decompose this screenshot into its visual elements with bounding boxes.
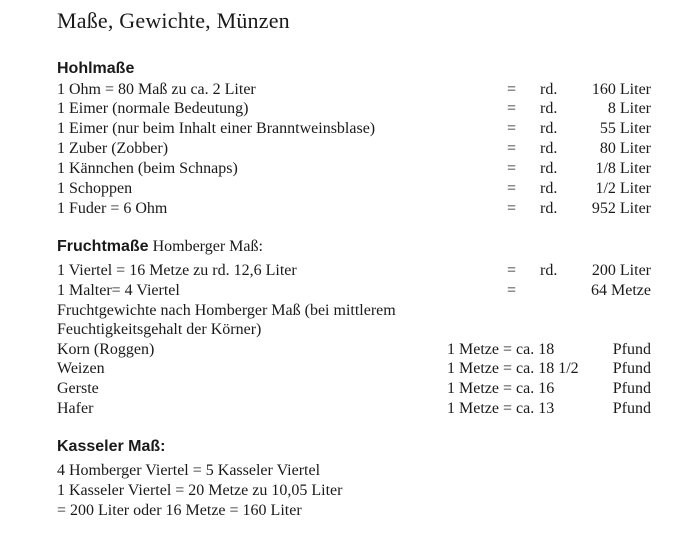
section-heading-fruchtmasse <box>57 238 263 256</box>
table-row <box>57 119 657 139</box>
weight-unit: Pfund <box>612 400 651 417</box>
table-row <box>57 80 657 100</box>
equals-sign: = <box>507 100 517 117</box>
grain-name: Hafer <box>57 400 94 417</box>
equals-sign: = <box>507 282 517 299</box>
weight-unit: Pfund <box>612 380 651 397</box>
table-row <box>57 159 657 179</box>
approx-label: rd. <box>540 120 558 137</box>
note-line: Feuchtigkeitsgehalt der Körner) <box>57 321 262 338</box>
grain-name: Weizen <box>57 360 105 377</box>
equals-sign: = <box>507 81 517 98</box>
equals-sign: = <box>507 262 517 279</box>
measure-desc: 1 Viertel = 16 Metze zu rd. 12,6 Liter <box>57 262 297 279</box>
approx-label: rd. <box>540 100 558 117</box>
measure-desc: 1 Malter= 4 Viertel <box>57 282 180 299</box>
kasseler-line: 1 Kasseler Viertel = 20 Metze zu 10,05 Liter <box>57 482 343 499</box>
weight-unit: Pfund <box>612 341 651 358</box>
table-row <box>57 359 657 379</box>
table-row <box>57 261 657 281</box>
measure-value: 8 Liter <box>607 100 651 117</box>
approx-label: rd. <box>540 160 558 177</box>
approx-label: rd. <box>540 262 558 279</box>
table-row <box>57 199 657 219</box>
measure-desc: 1 Eimer (nur beim Inhalt einer Branntweinsblase) <box>57 120 376 137</box>
measure-desc: 1 Eimer (normale Bedeutung) <box>57 100 249 117</box>
approx-label: rd. <box>540 200 558 217</box>
approx-label: rd. <box>540 180 558 197</box>
table-row <box>57 99 657 119</box>
equals-sign: = <box>507 120 517 137</box>
grain-name: Korn (Roggen) <box>57 341 155 358</box>
kasseler-line: 4 Homberger Viertel = 5 Kasseler Viertel <box>57 462 321 479</box>
note-line: Fruchtgewichte nach Homberger Maß (bei mittlerem <box>57 302 396 319</box>
kasseler-line: = 200 Liter oder 16 Metze = 160 Liter <box>57 502 302 519</box>
grain-name: Gerste <box>57 380 99 397</box>
metze-weight: 1 Metze = ca. 18 1/2 <box>447 360 579 377</box>
table-row <box>57 281 657 301</box>
weight-unit: Pfund <box>612 360 651 377</box>
measure-value: 80 Liter <box>599 140 651 157</box>
metze-weight: 1 Metze = ca. 16 <box>447 380 555 397</box>
measure-value: 64 Metze <box>591 282 651 299</box>
measure-desc: 1 Zuber (Zobber) <box>57 140 169 157</box>
page-title: Maße, Gewichte, Münzen <box>57 8 290 33</box>
metze-weight: 1 Metze = ca. 13 <box>447 400 555 417</box>
table-row <box>57 399 657 419</box>
measure-value: 1/8 Liter <box>595 160 651 177</box>
measure-value: 952 Liter <box>591 200 651 217</box>
measure-desc: 1 Ohm = 80 Maß zu ca. 2 Liter <box>57 81 256 98</box>
approx-label: rd. <box>540 140 558 157</box>
equals-sign: = <box>507 180 517 197</box>
measure-value: 160 Liter <box>591 81 651 98</box>
measure-desc: 1 Fuder = 6 Ohm <box>57 200 168 217</box>
measure-value: 200 Liter <box>591 262 651 279</box>
measure-value: 1/2 Liter <box>595 180 651 197</box>
table-row <box>57 139 657 159</box>
equals-sign: = <box>507 200 517 217</box>
equals-sign: = <box>507 160 517 177</box>
section-heading-hohlmasse: Hohlmaße <box>57 60 135 77</box>
table-row <box>57 179 657 199</box>
table-row <box>57 379 657 399</box>
measure-value: 55 Liter <box>599 120 651 137</box>
section-heading-kasseler: Kasseler Maß: <box>57 438 166 455</box>
measure-desc: 1 Schoppen <box>57 180 133 197</box>
metze-weight: 1 Metze = ca. 18 <box>447 341 555 358</box>
table-row <box>57 340 657 360</box>
approx-label: rd. <box>540 81 558 98</box>
heading-rest-part: Homberger Maß: <box>148 238 263 255</box>
heading-bold-part: Fruchtmaße <box>57 238 149 255</box>
equals-sign: = <box>507 140 517 157</box>
measure-desc: 1 Kännchen (beim Schnaps) <box>57 160 238 177</box>
